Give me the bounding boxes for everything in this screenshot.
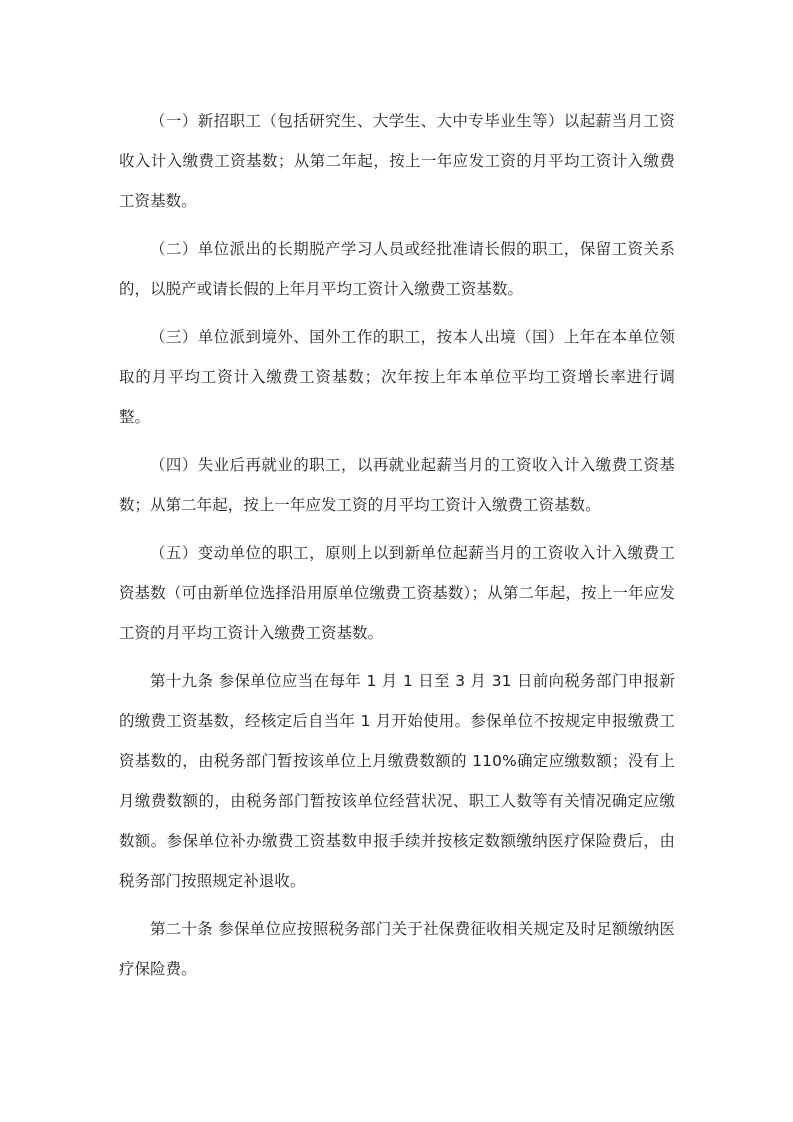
paragraph-item-1: （一）新招职工（包括研究生、大学生、大中专毕业生等）以起薪当月工资收入计入缴费工资基数；从第二年起，按上一年应发工资的月平均工资计入缴费工资基数。 [119,112,675,210]
document-body [119,101,675,989]
article-20-paragraph: 第二十条 参保单位应按照税务部门关于社保费征收相关规定及时足额缴纳医疗保险费。 [119,920,675,978]
paragraph-item-2: （二）单位派出的长期脱产学习人员或经批准请长假的职工，保留工资关系的，以脱产或请长假的上年月平均工资计入缴费工资基数。 [119,240,675,298]
paragraph-item-3: （三）单位派到境外、国外工作的职工，按本人出境（国）上年在本单位领取的月平均工资计入缴费工资基数；次年按上年本单位平均工资增长率进行调整。 [119,328,675,426]
paragraph-item-4: （四）失业后再就业的职工，以再就业起薪当月的工资收入计入缴费工资基数；从第二年起，按上一年应发工资的月平均工资计入缴费工资基数。 [119,456,675,514]
article-19-paragraph: 第十九条 参保单位应当在每年 1 月 1 日至 3 月 31 日前向税务部门申报新的缴费工资基数，经核定后自当年 1 月开始使用。参保单位不按规定申报缴费工资基数的，由税务部门暂按该单位上月缴费数额的 110%确定应缴数额；没有上月缴费数额的，由税务部门暂按该单位经营状况、职工人数等有关情况确定应缴数额。参保单位补办缴费工资基数申报手续并按核定数额缴纳医疗保险费后，由税务部门按照规定补退收。 [119,672,675,890]
paragraph-item-5: （五）变动单位的职工，原则上以到新单位起薪当月的工资收入计入缴费工资基数（可由新单位选择沿用原单位缴费工资基数）；从第二年起，按上一年应发工资的月平均工资计入缴费工资基数。 [119,544,675,642]
